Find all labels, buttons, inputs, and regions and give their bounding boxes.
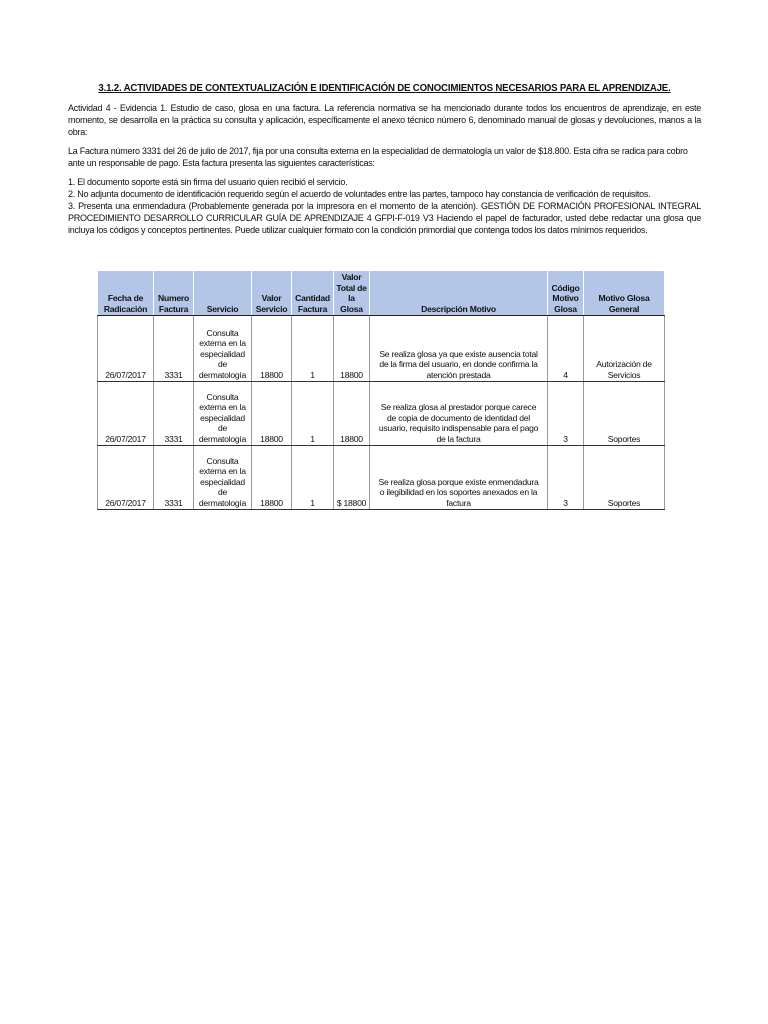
header-numero-factura: Numero Factura <box>154 271 194 316</box>
cell-factura: 3331 <box>154 316 194 382</box>
cell-servicio: Consulta externa en la especialidad de dermatología <box>194 316 252 382</box>
list-item: 2. No adjunta documento de identificación requerido según el acuerdo de voluntades entre las partes, tampoco hay constancia de verificación de requisitos. <box>68 189 651 199</box>
document-page <box>68 82 701 236</box>
glosa-table <box>97 270 665 510</box>
cell-descripcion: Se realiza glosa porque existe enmendadura o ilegibilidad en los soportes anexados en la factura <box>370 446 548 510</box>
cell-valor-total: $ 18800 <box>334 446 370 510</box>
cell-codigo: 4 <box>548 316 584 382</box>
characteristics-list <box>68 176 701 236</box>
cell-servicio: Consulta externa en la especialidad de dermatología <box>194 382 252 446</box>
cell-cantidad: 1 <box>292 446 334 510</box>
cell-motivo-general: Autorización de Servicios <box>584 316 665 382</box>
table-row <box>98 316 665 382</box>
cell-descripcion: Se realiza glosa al prestador porque carece de copia de documento de identidad del usuario, requisito indispensable para el pago de la factura <box>370 382 548 446</box>
list-item: 3. Presenta una enmendadura (Probablemente generada por la impresora en el momento de la atención). GESTIÓN DE FORMACIÓN PROFESIONAL INTEGRAL PROCEDIMIENTO DESARROLLO CURRICULAR GUÍA DE APRENDIZAJE 4 GFPI-F-019 V3 Haciendo el papel de facturador, usted debe redactar una glosa que incluya los códigos y conceptos pertinentes. Puede utilizar cualquier formato con la condición primordial que contenga todos los datos mínimos requeridos. <box>68 201 701 235</box>
activity-intro: Actividad 4 - Evidencia 1. Estudio de caso, glosa en una factura. La referencia normativa se ha mencionado durante todos los encuentros de aprendizaje, en este momento, se desarrolla en la práctica su consulta y aplicación, específicamente el anexo técnico número 6, denominado manual de glosas y devoluciones, manos a la obra: <box>68 103 701 137</box>
table-header-row <box>98 271 665 316</box>
invoice-description: La Factura número 3331 del 26 de julio de 2017, fija por una consulta externa en la especialidad de dermatología un valor de $18.800. Esta cifra se radica para cobro ante un responsable de pago. Esta factura presenta las siguientes características: <box>68 146 688 168</box>
cell-descripcion: Se realiza glosa ya que existe ausencia total de la firma del usuario, en donde confirma la atención prestada <box>370 316 548 382</box>
cell-fecha: 26/07/2017 <box>98 316 154 382</box>
table-row <box>98 382 665 446</box>
header-descripcion-motivo: Descripción Motivo <box>370 271 548 316</box>
cell-cantidad: 1 <box>292 316 334 382</box>
cell-fecha: 26/07/2017 <box>98 382 154 446</box>
cell-valor-total: 18800 <box>334 382 370 446</box>
cell-motivo-general: Soportes <box>584 446 665 510</box>
header-motivo-glosa-general: Motivo Glosa General <box>584 271 665 316</box>
cell-fecha: 26/07/2017 <box>98 446 154 510</box>
header-servicio: Servicio <box>194 271 252 316</box>
header-valor-total-glosa: Valor Total de la Glosa <box>334 271 370 316</box>
cell-cantidad: 1 <box>292 382 334 446</box>
cell-factura: 3331 <box>154 382 194 446</box>
section-heading: 3.1.2. ACTIVIDADES DE CONTEXTUALIZACIÓN E IDENTIFICACIÓN DE CONOCIMIENTOS NECESARIOS PARA EL APRENDIZAJE. <box>98 82 671 94</box>
cell-codigo: 3 <box>548 446 584 510</box>
header-fecha-radicacion: Fecha de Radicación <box>98 271 154 316</box>
cell-codigo: 3 <box>548 382 584 446</box>
cell-motivo-general: Soportes <box>584 382 665 446</box>
cell-factura: 3331 <box>154 446 194 510</box>
cell-valor: 18800 <box>252 382 292 446</box>
cell-servicio: Consulta externa en la especialidad de dermatología <box>194 446 252 510</box>
header-codigo-motivo-glosa: Código Motivo Glosa <box>548 271 584 316</box>
cell-valor-total: 18800 <box>334 316 370 382</box>
table-row <box>98 446 665 510</box>
header-cantidad-factura: Cantidad Factura <box>292 271 334 316</box>
header-valor-servicio: Valor Servicio <box>252 271 292 316</box>
cell-valor: 18800 <box>252 316 292 382</box>
list-item: 1. El documento soporte está sin firma del usuario quien recibió el servicio. <box>68 177 348 187</box>
cell-valor: 18800 <box>252 446 292 510</box>
